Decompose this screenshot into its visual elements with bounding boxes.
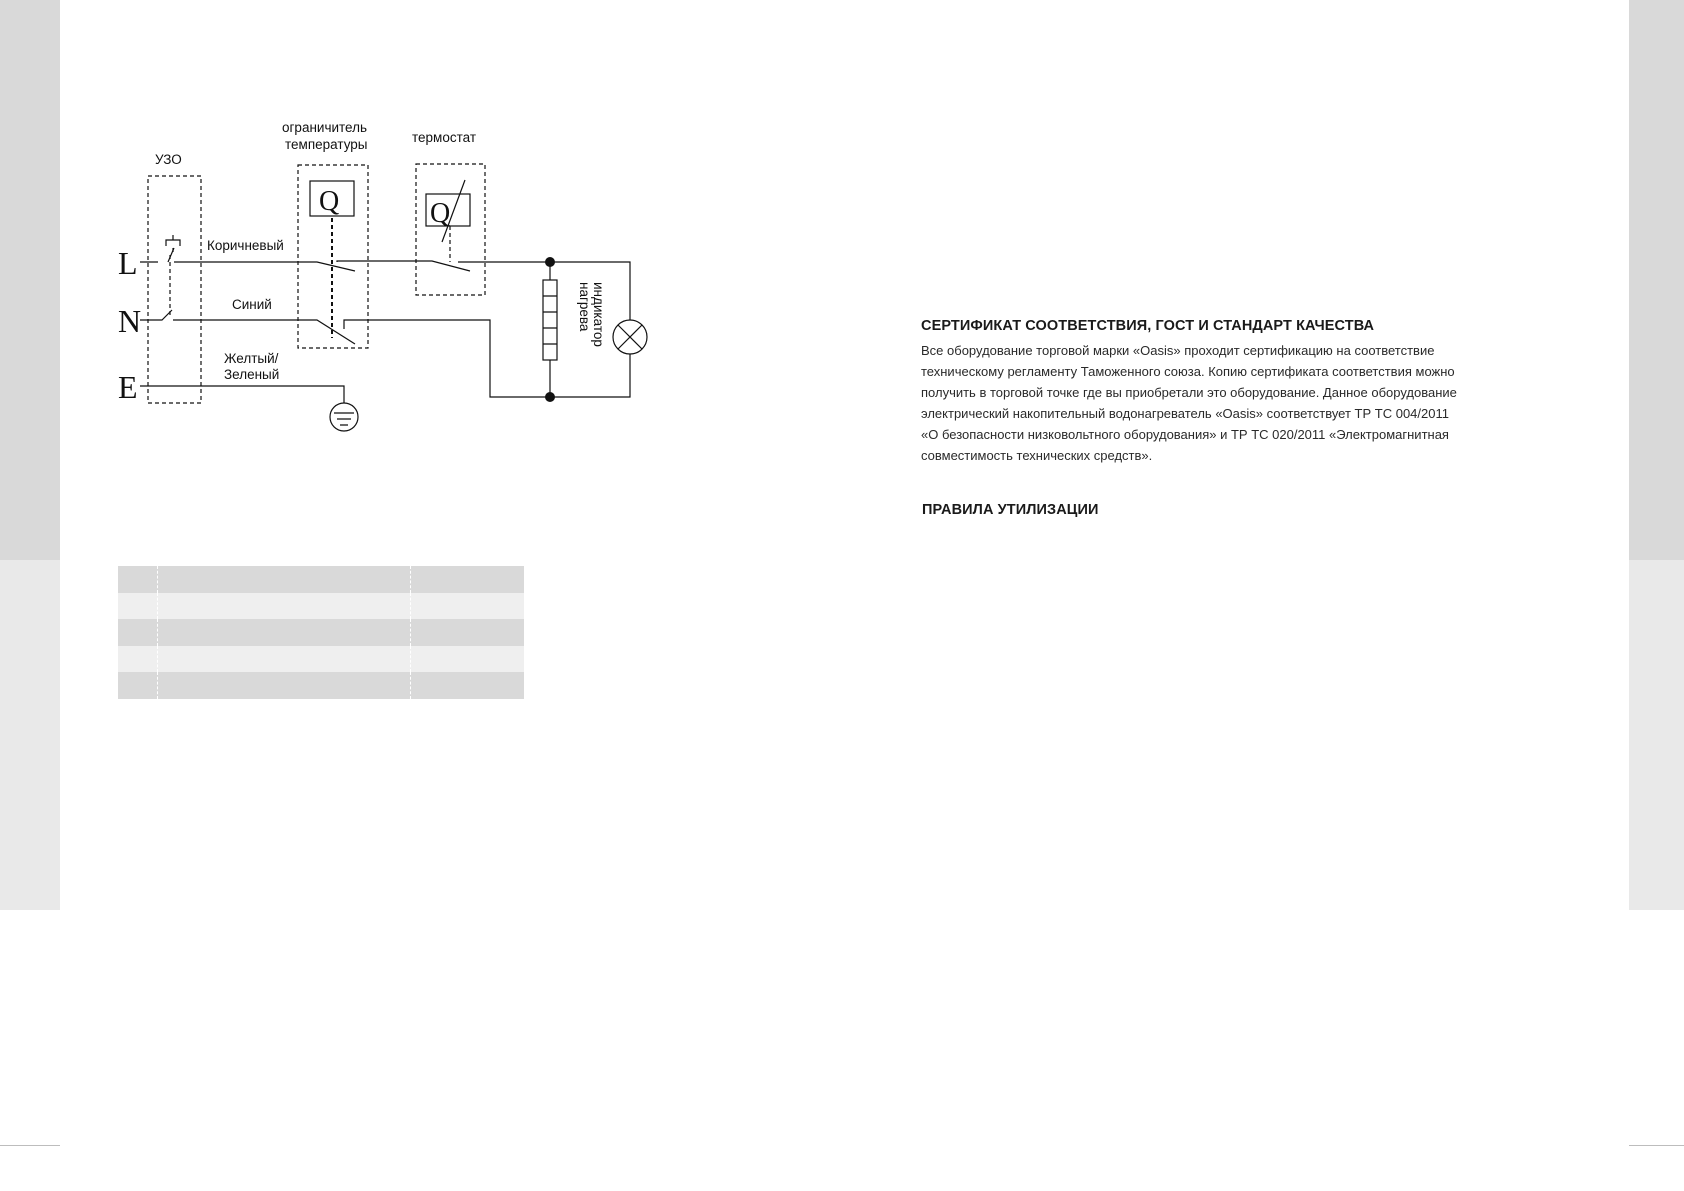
certificate-line: техническому регламенту Таможенного союза. Копию сертификата соответствия можно xyxy=(921,364,1455,379)
disposal-heading: ПРАВИЛА УТИЛИЗАЦИИ xyxy=(922,502,1099,518)
uzo-box xyxy=(148,176,201,403)
limiter-q-label: Q xyxy=(319,186,340,217)
table-row xyxy=(118,672,524,699)
uzo-test-button xyxy=(166,235,180,252)
junction-top xyxy=(545,257,555,267)
placeholder-table xyxy=(118,566,524,699)
table-row xyxy=(118,646,524,673)
certificate-line: получить в торговой точке где вы приобретали это оборудование. Данное оборудование xyxy=(921,385,1457,400)
certificate-section xyxy=(921,318,1541,466)
blue-wire-label: Синий xyxy=(232,297,272,312)
junction-bottom xyxy=(545,392,555,402)
ground-symbol xyxy=(330,403,358,431)
certificate-line: Все оборудование торговой марки «Oasis» проходит сертификацию на соответствие xyxy=(921,343,1435,358)
footer-rule-right xyxy=(1629,1145,1684,1146)
certificate-line: совместимость технических средств». xyxy=(921,448,1153,463)
heater-element xyxy=(543,280,557,360)
table-row xyxy=(118,619,524,646)
brown-wire-label: Коричневый xyxy=(207,238,284,253)
table-row xyxy=(118,566,524,593)
terminal-l-label: L xyxy=(118,245,138,281)
right-margin-band-top xyxy=(1629,0,1684,560)
yellow-green-label-line2: Зеленый xyxy=(224,367,280,382)
terminal-e-label: E xyxy=(118,369,138,405)
indicator-label-line2: нагрева xyxy=(577,282,592,332)
thermostat-label: термостат xyxy=(412,130,477,145)
limiter-label-line1: ограничитель xyxy=(282,120,368,135)
indicator-label-line1: индикатор xyxy=(591,282,606,347)
wire-l-mid xyxy=(337,261,470,271)
right-margin-band-bottom xyxy=(1629,560,1684,910)
certificate-heading: СЕРТИФИКАТ СООТВЕТСТВИЯ, ГОСТ И СТАНДАРТ КАЧЕСТВА xyxy=(921,318,1375,334)
left-margin-band-top xyxy=(0,0,60,560)
wiring-diagram xyxy=(110,110,670,440)
terminal-n-label: N xyxy=(118,303,142,339)
certificate-line: электрический накопительный водонагреватель «Oasis» соответствует ТР ТС 004/2011 xyxy=(921,406,1449,421)
certificate-paragraph xyxy=(921,340,1541,466)
limiter-label-line2: температуры xyxy=(285,137,368,152)
thermostat-q-label: Q xyxy=(430,198,451,229)
footer-rule-left xyxy=(0,1145,60,1146)
left-margin-band-bottom xyxy=(0,560,60,910)
table-row xyxy=(118,593,524,620)
yellow-green-label-line1: Желтый/ xyxy=(224,351,279,366)
uzo-label: УЗО xyxy=(155,152,182,167)
certificate-line: «О безопасности низковольтного оборудования» и ТР ТС 020/2011 «Электромагнитная xyxy=(921,427,1449,442)
wire-e xyxy=(140,386,344,403)
